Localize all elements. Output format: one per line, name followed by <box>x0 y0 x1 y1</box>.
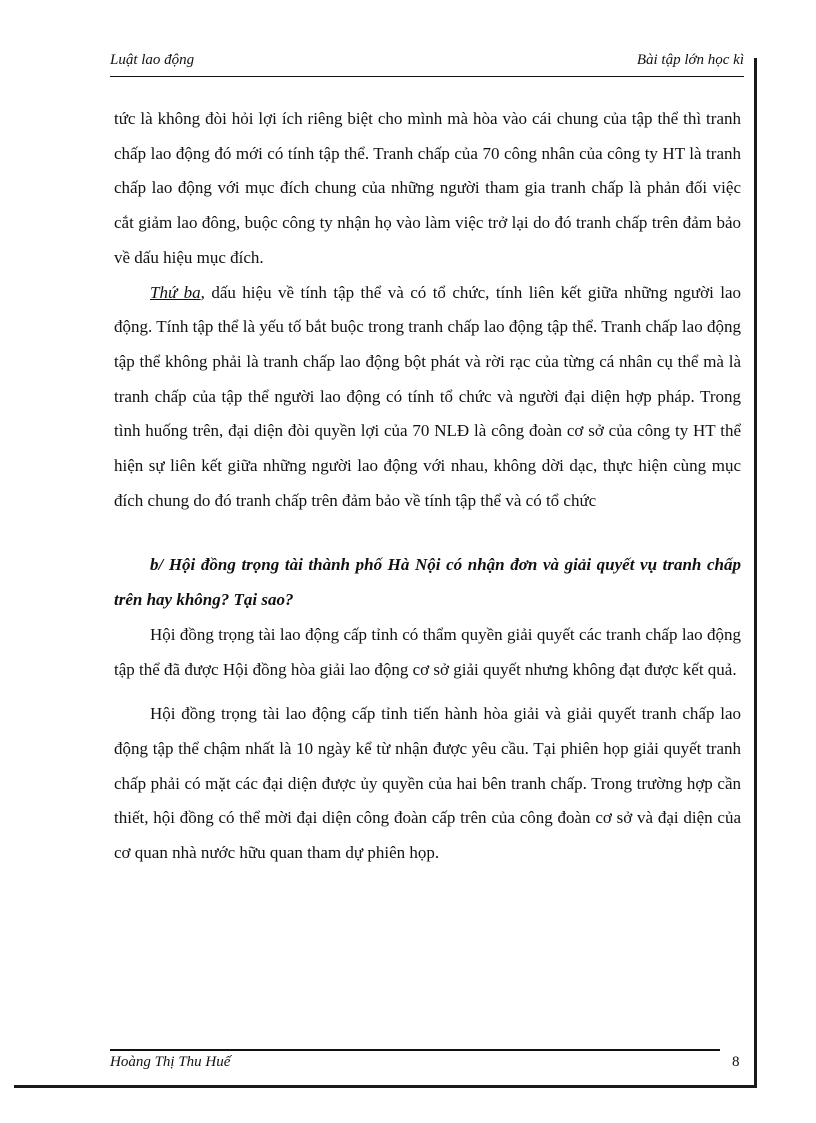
section-gap <box>114 518 741 548</box>
section-heading-b: b/ Hội đồng trọng tài thành phố Hà Nội có nhận đơn và giải quyết vụ tranh chấp trên hay không? Tại sao? <box>114 555 741 610</box>
header-rule <box>110 76 744 77</box>
paragraph-jurisdiction: Hội đồng trọng tài lao động cấp tỉnh có thẩm quyền giải quyết các tranh chấp lao động tập thể đã được Hội đồng hòa giải lao động cơ sở giải quyết nhưng không đạt được kết quả. <box>114 624 741 679</box>
page-header <box>110 52 744 76</box>
header-subject: Luật lao động <box>110 52 195 68</box>
paragraph-purpose-continued: tức là không đòi hỏi lợi ích riêng biệt cho mình mà hòa vào cái chung của tập thể thì tranh chấp lao động đó mới có tính tập thể. Tranh chấp của 70 công nhân của công ty HT là tranh chấp lao động với mục đích chung của những người tham gia tranh chấp là phản đối việc cắt giảm lao đông, buộc công ty nhận họ vào làm việc trở lại do đó tranh chấp trên đảm bảo về dấu hiệu mục đích. <box>114 109 741 267</box>
paragraph-gap <box>114 687 741 697</box>
footer-rule <box>110 1049 720 1051</box>
third-sign-lead: Thứ ba <box>150 282 201 302</box>
page-border-bottom <box>14 1085 757 1088</box>
footer-author: Hoàng Thị Thu Huế <box>110 1054 231 1070</box>
page-border-right <box>754 58 757 1088</box>
page-number: 8 <box>732 1054 740 1070</box>
paragraph-procedure: Hội đồng trọng tài lao động cấp tỉnh tiến hành hòa giải và giải quyết tranh chấp lao động tập thể chậm nhất là 10 ngày kể từ nhận được yêu cầu. Tại phiên họp giải quyết tranh chấp phải có mặt các đại diện được ủy quyền của hai bên tranh chấp. Trong trường hợp cần thiết, hội đồng có thể mời đại diện công đoàn cấp trên của công đoàn cơ sở và đại diện của cơ quan nhà nước hữu quan tham dự phiên họp. <box>114 704 741 863</box>
document-body <box>114 102 741 871</box>
paragraph-third-sign <box>114 276 741 519</box>
third-sign-text: , dấu hiệu về tính tập thể và có tổ chức, tính liên kết giữa những người lao động. Tính tập thể là yếu tố bắt buộc trong tranh chấp lao động tập thể. Tranh chấp lao động tập thể không phải là tranh chấp lao động bột phát và rời rạc của từng cá nhân cụ thể mà là tranh chấp của tập thể người lao động có tính tổ chức và người đại diện hợp pháp. Trong tình huống trên, đại diện đòi quyền lợi của 70 NLĐ là công đoàn cơ sở của công ty HT thể hiện sự liên kết giữa những người lao động với nhau, không dời dạc, thực hiện cùng mục đích chung do đó tranh chấp trên đảm bảo về tính tập thể và có tổ chức <box>114 282 741 510</box>
header-assignment: Bài tập lớn học kì <box>636 52 744 68</box>
